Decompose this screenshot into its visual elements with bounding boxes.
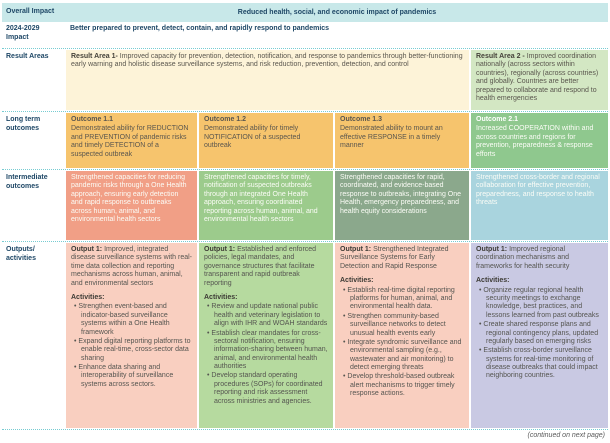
activity-item: • Strengthen event-based and indicator-based surveillance systems within a One Health framework xyxy=(74,303,192,337)
outcome-1-3-title: Outcome 1.3 xyxy=(340,116,383,123)
activity-item: • Organize regular regional health security meetings to exchange knowledge, best practices, and lessons learned from past outbreaks xyxy=(479,287,603,321)
intermediate-outcome-4-cell: Strengthened cross-border and regional collaboration for effective prevention, preparedness, and response to health threats xyxy=(471,171,608,240)
outcome-1-3-cell xyxy=(335,113,469,168)
outcome-1-3-text: Demonstrated ability to mount an effective RESPONSE in a timely manner xyxy=(340,125,443,150)
activity-item: • Establish real-time digital reporting platforms for human, animal, and environmental health data. xyxy=(343,287,464,312)
long-term-outcomes-label: Long term outcomes xyxy=(6,116,41,132)
intermediate-outcome-2-cell: Strengthened capacities for timely, notification of suspected outbreaks through an integrated One Health approach, ensuring coordinated reporting across human, animal, and environmental health sectors xyxy=(199,171,333,240)
row-separator xyxy=(2,111,608,112)
activity-item: • Strengthen community-based surveillance networks to detect unusual health events early xyxy=(343,313,464,338)
outputs-activities-label: Outputs/ activities xyxy=(6,246,36,262)
output-column-1 xyxy=(66,243,197,428)
result-area-2-cell xyxy=(471,50,608,110)
output-4-title: Output 1: xyxy=(476,246,508,253)
activities-list xyxy=(204,303,328,406)
intermediate-outcome-3-cell: Strengthened capacities for rapid, coordinated, and evidence-based response to outbreaks, integrating One Health, emergency preparedness, and health equity considerations xyxy=(335,171,469,240)
result-area-1-cell xyxy=(66,50,469,110)
overall-impact-value: Reduced health, social, and economic impact of pandemics xyxy=(237,9,437,16)
row-separator xyxy=(2,169,608,170)
activities-list xyxy=(340,287,464,399)
activities-list xyxy=(476,287,603,381)
output-2-title: Output 1: xyxy=(204,246,236,253)
activity-item: • Develop standard operating procedures (SOPs) for coordinated reporting and risk assessment across ministries and agencies. xyxy=(207,372,328,406)
activity-item: • Establish cross-border surveillance systems for real-time monitoring of disease outbreaks that could impact neighboring countries. xyxy=(479,347,603,381)
intermediate-outcome-1-cell: Strengthened capacities for reducing pandemic risks through a One Health approach, ensuring early detection and rapid response to outbreaks across human, animal, and environmental health sectors xyxy=(66,171,197,240)
output-column-2 xyxy=(199,243,333,428)
activity-item: • Integrate syndromic surveillance and environmental sampling (e.g., wastewater and air monitoring) to detect emerging threats xyxy=(343,339,464,373)
result-area-2-text: Improved coordination nationally (across sectors within countries), regionally (across countries) and globally. Countries are better prepared to collaborate and respond to health emergencies xyxy=(476,53,599,102)
activities-label: Activities: xyxy=(204,293,238,301)
intermediate-outcomes-row xyxy=(2,171,608,240)
overall-impact-row xyxy=(2,3,608,22)
long-term-outcomes-row xyxy=(2,113,608,168)
outcome-1-1-text: Demonstrated ability for REDUCTION and PREVENTION of pandemic risks and timely DETECTION of a suspected outbreak xyxy=(71,125,189,158)
result-area-2-title: Result Area 2 - xyxy=(476,53,525,60)
output-4-heading xyxy=(476,246,603,271)
output-3-title: Output 1: xyxy=(340,246,372,253)
outputs-activities-row xyxy=(2,243,608,428)
activities-list xyxy=(71,303,192,389)
activity-item: • Establish clear mandates for cross-sectoral notification, ensuring information-sharing between human, animal, and environmental health authorities xyxy=(207,330,328,372)
result-areas-row xyxy=(2,50,608,110)
output-4-text: Improved regional coordination mechanisms and frameworks for health security xyxy=(476,246,570,270)
outcome-2-1-cell xyxy=(471,113,608,168)
outcome-1-2-title: Outcome 1.2 xyxy=(204,116,247,123)
overall-impact-label: Overall Impact xyxy=(6,8,55,16)
activity-item: • Create shared response plans and regional contingency plans, updated regularly based on emerging risks xyxy=(479,321,603,346)
outcome-1-2-text: Demonstrated ability for timely NOTIFICATION of a suspected outbreak xyxy=(204,125,301,150)
result-area-1-title: Result Area 1- xyxy=(71,53,118,60)
row-separator xyxy=(2,48,608,49)
output-column-3 xyxy=(335,243,469,428)
outcome-2-1-title: Outcome 2.1 xyxy=(476,116,519,123)
output-2-heading xyxy=(204,246,328,288)
activities-label: Activities: xyxy=(476,277,510,285)
row-separator xyxy=(2,429,608,430)
outcome-2-1-text: Increased COOPERATION within and across countries and regions for prevention, preparedness & response efforts xyxy=(476,125,594,158)
intermediate-outcomes-label: Intermediate outcomes xyxy=(6,174,48,190)
result-area-1-text: Improved capacity for prevention, detection, notification, and response to pandemics through better-functioning early warning and holistic disease surveillance systems, and risk reduction, prevention, detection, and control xyxy=(71,53,463,69)
activities-label: Activities: xyxy=(71,293,105,301)
activities-label: Activities: xyxy=(340,277,374,285)
outcome-1-1-cell xyxy=(66,113,197,168)
impact-row-value: Better prepared to prevent, detect, contain, and rapidly respond to pandemics xyxy=(70,25,330,32)
activity-item: • Enhance data sharing and interoperability of surveillance systems across sectors. xyxy=(74,364,192,389)
impact-2024-2029-row xyxy=(2,22,608,47)
activity-item: • Develop threshold-based outbreak alert mechanisms to trigger timely response actions. xyxy=(343,373,464,398)
output-2-text: Established and enforced policies, legal mandates, and governance structures that facilitate transparent and rapid outbreak reporting xyxy=(204,246,317,287)
activity-item: • Expand digital reporting platforms to enable real-time, cross-sector data sharing xyxy=(74,338,192,363)
activity-item: • Review and update national public health and veterinary legislation to align with IHR and WOAH standards xyxy=(207,303,328,328)
continued-note: (continued on next page) xyxy=(527,432,605,439)
result-areas-label: Result Areas xyxy=(6,53,49,60)
output-1-text: Improved, integrated disease surveillance systems with real-time data collection and reporting mechanisms across human, animal, and environmental sectors xyxy=(71,246,192,287)
output-1-heading xyxy=(71,246,192,288)
output-3-text: Strengthened Integrated Surveillance Systems for Early Detection and Rapid Response xyxy=(340,246,449,270)
outcome-1-1-title: Outcome 1.1 xyxy=(71,116,114,123)
output-3-heading xyxy=(340,246,464,271)
outcome-1-2-cell xyxy=(199,113,333,168)
output-1-title: Output 1: xyxy=(71,246,103,253)
impact-row-label: 2024-2029 Impact xyxy=(6,25,40,41)
row-separator xyxy=(2,241,608,242)
output-column-4 xyxy=(471,243,608,428)
